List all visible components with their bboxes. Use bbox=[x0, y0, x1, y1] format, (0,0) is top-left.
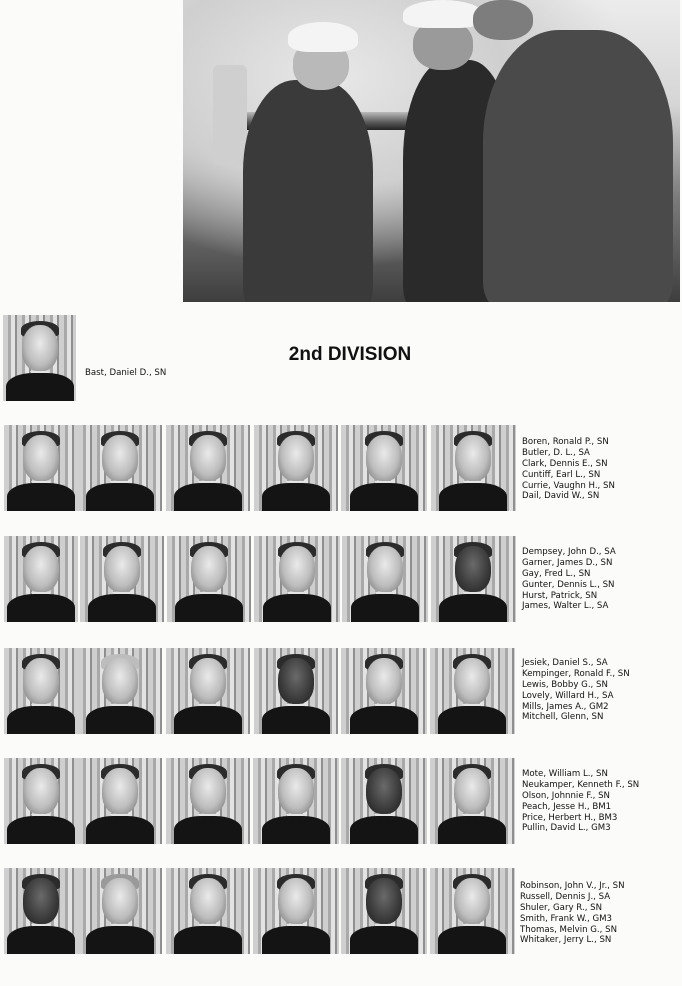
name-list bbox=[522, 437, 615, 502]
sailor-name: Shuler, Gary R., SN bbox=[520, 902, 603, 913]
portrait-photo bbox=[4, 868, 78, 954]
portrait-photo bbox=[254, 425, 338, 511]
portrait-photo bbox=[430, 758, 515, 844]
sailor-name: Mills, James A., GM2 bbox=[522, 701, 609, 712]
name-list bbox=[522, 547, 616, 612]
sailor-name: Whitaker, Jerry L., SN bbox=[520, 935, 612, 946]
sailor-name: Lewis, Bobby G., SN bbox=[522, 679, 608, 690]
portrait-photo bbox=[253, 868, 339, 954]
sailor-name: Gunter, Dennis L., SN bbox=[522, 579, 615, 590]
sailor-name: Price, Herbert H., BM3 bbox=[522, 812, 618, 823]
sailor-name: Smith, Frank W., GM3 bbox=[520, 913, 613, 924]
sailor-name: Dempsey, John D., SA bbox=[522, 547, 616, 557]
portrait-photo bbox=[341, 425, 427, 511]
portrait-photo bbox=[4, 758, 78, 844]
sailor-name: Cuntiff, Earl L., SN bbox=[522, 469, 601, 480]
sailor-name: Dail, David W., SN bbox=[522, 491, 600, 502]
portrait-photo bbox=[78, 758, 162, 844]
portrait-photo bbox=[430, 648, 515, 734]
name-list bbox=[522, 658, 630, 723]
sailor-name: Jesiek, Daniel S., SA bbox=[522, 658, 608, 668]
portrait-photo bbox=[167, 536, 251, 622]
name-list bbox=[520, 881, 625, 946]
sailor-name: Butler, D. L., SA bbox=[522, 447, 590, 458]
sailor-name: Boren, Ronald P., SN bbox=[522, 437, 609, 447]
sailor-name: Robinson, John V., Jr., SN bbox=[520, 881, 625, 891]
portrait-photo bbox=[4, 536, 78, 622]
portrait-photo bbox=[78, 425, 162, 511]
sailor-name: James, Walter L., SA bbox=[522, 601, 609, 612]
sailor-name: Clark, Dennis E., SN bbox=[522, 458, 608, 469]
sailor-name: Mitchell, Glenn, SN bbox=[522, 712, 604, 723]
sailor-name: Neukamper, Kenneth F., SN bbox=[522, 779, 640, 790]
portrait-photo bbox=[253, 758, 339, 844]
portrait-photo bbox=[342, 536, 428, 622]
portrait-photo bbox=[4, 648, 78, 734]
portrait-photo bbox=[80, 536, 164, 622]
portrait-photo bbox=[3, 315, 76, 401]
portrait-photo bbox=[78, 868, 162, 954]
portrait-photo bbox=[166, 425, 250, 511]
portrait-photo bbox=[431, 536, 516, 622]
division-work-photo bbox=[183, 0, 680, 302]
sailor-name: Thomas, Melvin G., SN bbox=[520, 924, 618, 935]
sailor-name: Garner, James D., SN bbox=[522, 557, 613, 568]
portrait-photo bbox=[166, 648, 250, 734]
sailor-name: Peach, Jesse H., BM1 bbox=[522, 801, 612, 812]
portrait-photo bbox=[166, 758, 250, 844]
sailor-name: Lovely, Willard H., SA bbox=[522, 690, 614, 701]
featured-name: Bast, Daniel D., SN bbox=[85, 368, 167, 378]
portrait-photo bbox=[341, 648, 427, 734]
sailor-name: Gay, Fred L., SN bbox=[522, 568, 591, 579]
page-title: 2nd DIVISION bbox=[288, 344, 412, 365]
sailor-name: Pullin, David L., GM3 bbox=[522, 823, 611, 834]
portrait-photo bbox=[4, 425, 78, 511]
portrait-photo bbox=[341, 868, 427, 954]
portrait-photo bbox=[341, 758, 427, 844]
sailor-name: Currie, Vaughn H., SN bbox=[522, 480, 615, 491]
portrait-photo bbox=[254, 536, 340, 622]
sailor-name: Kempinger, Ronald F., SN bbox=[522, 668, 630, 679]
portrait-photo bbox=[430, 868, 515, 954]
sailor-name: Olson, Johnnie F., SN bbox=[522, 790, 610, 801]
portrait-photo bbox=[431, 425, 516, 511]
portrait-photo bbox=[166, 868, 250, 954]
sailor-name: Hurst, Patrick, SN bbox=[522, 590, 598, 601]
sailor-name: Russell, Dennis J., SA bbox=[520, 891, 611, 902]
portrait-photo bbox=[254, 648, 338, 734]
sailor-name: Mote, William L., SN bbox=[522, 769, 608, 779]
name-list bbox=[522, 769, 639, 834]
portrait-photo bbox=[78, 648, 162, 734]
